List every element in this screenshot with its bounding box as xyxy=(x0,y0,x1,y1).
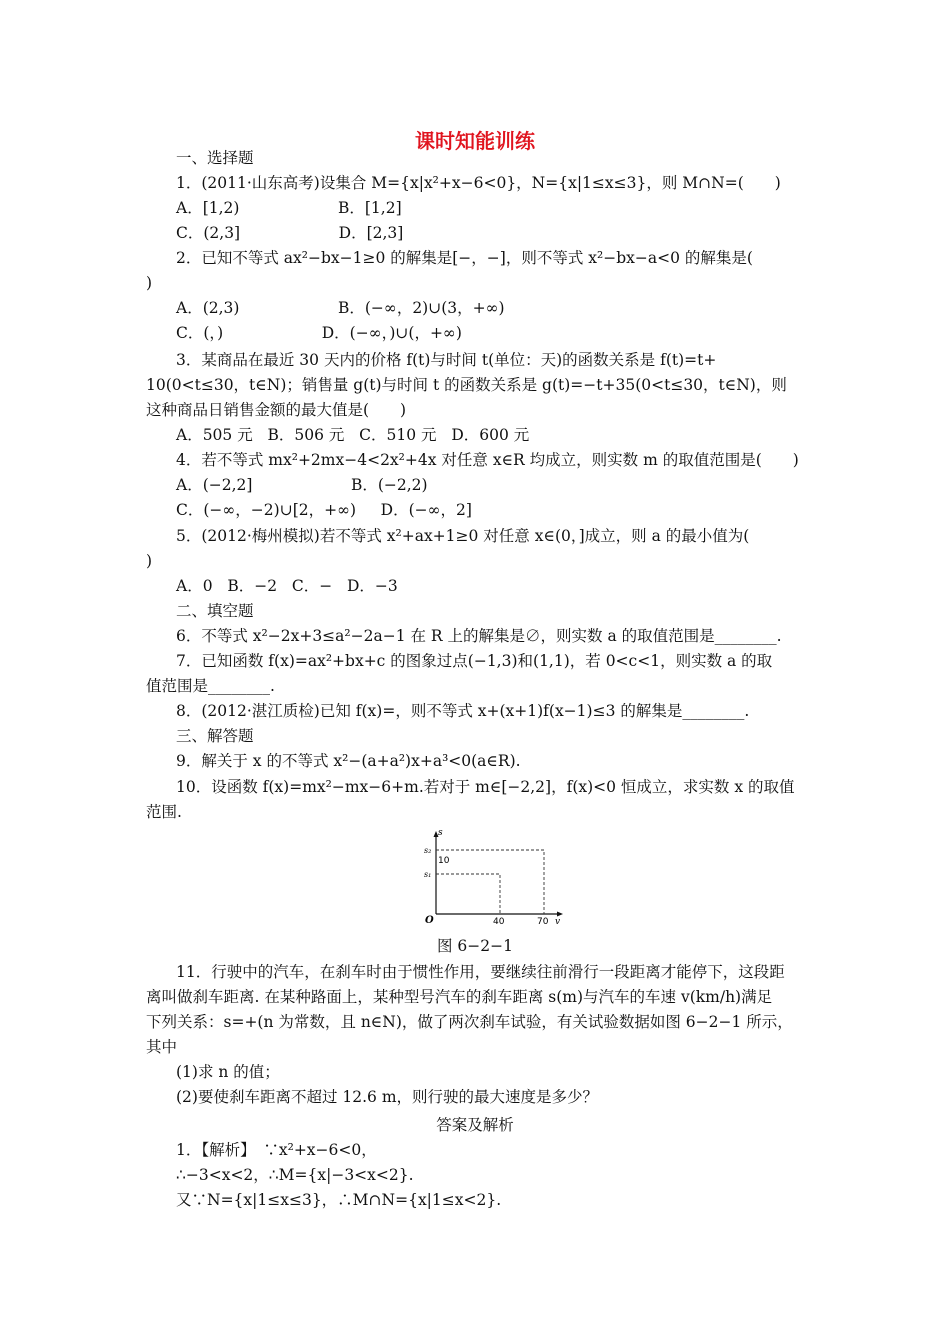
text-line: 三、解答题 xyxy=(176,727,254,745)
text-line: ) xyxy=(146,552,153,570)
text-line: 下列关系：s=+(n 为常数，且 n∈N)，做了两次刹车试验，有关试验数据如图 6−2−1 所示， xyxy=(146,1013,793,1031)
text-line: 一、选择题 xyxy=(176,149,254,167)
text-line: 3．某商品在最近 30 天内的价格 f(t)与时间 t(单位：天)的函数关系是 f(t)=t+ xyxy=(176,351,717,369)
ten-label: 10 xyxy=(438,856,450,866)
text-line: ∴−3<x<2，∴M={x|−3<x<2}. xyxy=(176,1166,414,1184)
text-line: (2)要使刹车距离不超过 12.6 m，则行驶的最大速度是多少？ xyxy=(176,1088,599,1106)
s2-label: s₂ xyxy=(424,846,432,855)
text-line: 2．已知不等式 ax²−bx−1≥0 的解集是[−，−]，则不等式 x²−bx−a<0 的解集是( xyxy=(176,249,753,267)
text-line: 二、填空题 xyxy=(176,602,254,620)
forty-label: 40 xyxy=(493,917,505,926)
text-line: 其中 xyxy=(146,1038,178,1056)
s-label: s xyxy=(438,828,443,838)
text-line: 11．行驶中的汽车，在刹车时由于惯性作用，要继续往前滑行一段距离才能停下，这段距 xyxy=(176,963,785,981)
text-line: 范围. xyxy=(146,803,182,821)
x-arrow xyxy=(557,912,563,917)
text-line: 1．(2011·山东高考)设集合 M={x|x²+x−6<0}，N={x|1≤x≤3}，则 M∩N=( ) xyxy=(176,174,781,192)
text-line: 离叫做刹车距离. 在某种路面上，某种型号汽车的刹车距离 s(m)与汽车的车速 v(km/h)满足 xyxy=(146,988,773,1006)
text-line: 7．已知函数 f(x)=ax²+bx+c 的图象过点(−1,3)和(1,1)，若 0<c<1，则实数 a 的取 xyxy=(176,652,773,670)
v-label: v xyxy=(555,917,561,926)
text-line: (1)求 n 的值； xyxy=(176,1063,280,1081)
text-line: 这种商品日销售金额的最大值是( ) xyxy=(146,401,407,419)
text-line: A．0 B．−2 C．− D．−3 xyxy=(176,577,398,595)
figure-caption: 图 6−2−1 xyxy=(437,937,513,955)
s1-label: s₁ xyxy=(424,870,432,879)
s2-guide xyxy=(436,850,544,914)
text-line: C．(2,3] D．[2,3] xyxy=(176,224,404,242)
text-line: 10．设函数 f(x)=mx²−mx−6+m.若对于 m∈[−2,2]，f(x)<0 恒成立，求实数 x 的取值 xyxy=(176,778,795,796)
text-line: 1．【解析】 ∵x²+x−6<0， xyxy=(176,1141,377,1159)
text-line: C．(−∞，−2)∪[2，+∞) D．(−∞，2] xyxy=(176,501,472,519)
text-line: 又∵N={x|1≤x≤3}，∴M∩N={x|1≤x<2}. xyxy=(176,1191,502,1209)
text-line: 10(0<t≤30，t∈N)；销售量 g(t)与时间 t 的函数关系是 g(t)=−t+35(0<t≤30，t∈N)，则 xyxy=(146,376,787,394)
seventy-label: 70 xyxy=(537,917,549,926)
text-line: 8．(2012·湛江质检)已知 f(x)=，则不等式 x+(x+1)f(x−1)≤3 的解集是________. xyxy=(176,702,750,720)
text-line: C．(，) D．(−∞，)∪(，+∞) xyxy=(176,324,462,342)
text-line: 5．(2012·梅州模拟)若不等式 x²+ax+1≥0 对任意 x∈(0，]成立，则 a 的最小值为( xyxy=(176,527,750,545)
text-line: 4．若不等式 mx²+2mx−4<2x²+4x 对任意 x∈R 均成立，则实数 m 的取值范围是( ) xyxy=(176,451,799,469)
braking-figure xyxy=(414,826,564,926)
text-line: A．(2,3) B．(−∞，2)∪(3，+∞) xyxy=(176,299,505,317)
text-line: 9．解关于 x 的不等式 x²−(a+a²)x+a³<0(a∈R). xyxy=(176,752,521,770)
text-line: ) xyxy=(146,274,153,292)
text-line: A．[1,2) B．[1,2] xyxy=(176,199,402,217)
answers-heading: 答案及解析 xyxy=(436,1116,514,1134)
text-line: A．(−2,2] B．(−2,2) xyxy=(176,476,428,494)
text-line: A．505 元 B．506 元 C．510 元 D．600 元 xyxy=(176,426,530,444)
page-title: 课时知能训练 xyxy=(415,129,535,153)
origin-label: O xyxy=(425,915,434,926)
text-line: 值范围是________. xyxy=(146,677,275,695)
text-line: 6．不等式 x²−2x+3≤a²−2a−1 在 R 上的解集是∅，则实数 a 的取值范围是________. xyxy=(176,627,782,645)
s1-guide xyxy=(436,874,500,914)
